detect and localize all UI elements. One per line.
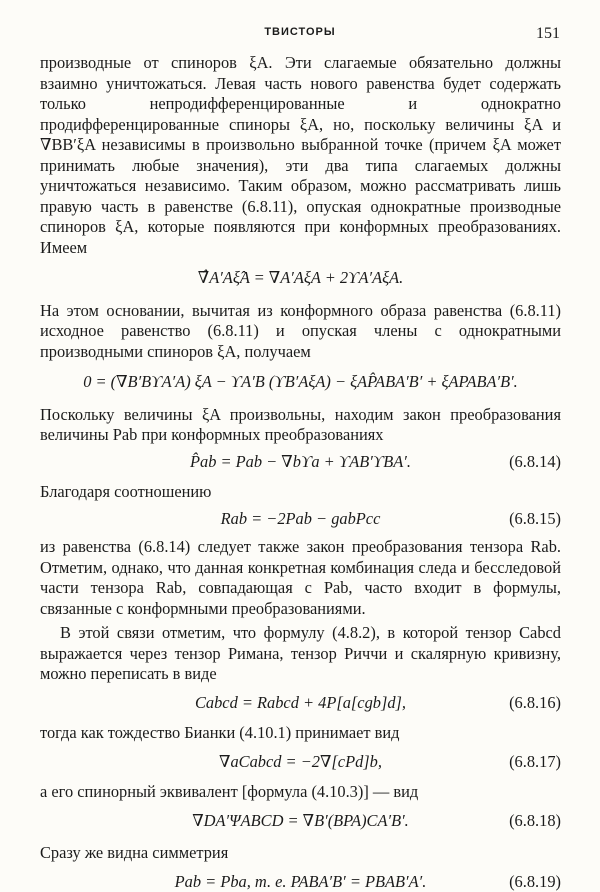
paragraph-3: Поскольку величины ξA произвольны, находим закон преобразования величины Pab при конформных преобразованиях bbox=[40, 405, 561, 446]
equation-body: Cabcd = Rabcd + 4P[a[cgb]d], bbox=[195, 693, 406, 714]
page-body bbox=[40, 53, 561, 892]
paragraph-2: На этом основании, вычитая из конформного образа равенства (6.8.11) исходное равенство (6.8.11) и опуская члены с однократными производными спиноров ξA, получаем bbox=[40, 301, 561, 363]
equation-body: Rab = −2Pab − gabPcc bbox=[221, 509, 381, 530]
equation-6-8-16 bbox=[40, 693, 561, 714]
equation-6-8-18 bbox=[40, 811, 561, 832]
paragraph-1: производные от спиноров ξA. Эти слагаемые обязательно должны взаимно уничтожаться. Левая часть нового равенства будет содержать только непродифференцированные и однократно продифференцированные спиноры ξA, но, поскольку величины ξA и ∇BB′ξA независимы в произвольно выбранной точке (причем ξA может принимать любые значения), эти два типа слагаемых должны уничтожаться независимо. Таким образом, можно рассматривать лишь правую часть в равенстве (6.8.11), опуская однократные производные спиноров ξA, которые появляются при конформных преобразованиях. Имеем bbox=[40, 53, 561, 258]
equation-6-8-14 bbox=[40, 452, 561, 473]
equation-6-8-17 bbox=[40, 752, 561, 773]
equation-number: (6.8.15) bbox=[509, 509, 561, 530]
paragraph-7: тогда как тождество Бианки (4.10.1) принимает вид bbox=[40, 723, 561, 744]
equation-number: (6.8.14) bbox=[509, 452, 561, 473]
equation-body: ∇aCabcd = −2∇[cPd]b, bbox=[219, 752, 382, 773]
equation-number: (6.8.16) bbox=[509, 693, 561, 714]
equation-6-8-15 bbox=[40, 509, 561, 530]
equation-body: ∇̂A′Aξ̂A = ∇A′AξA + 2ϒA′AξA. bbox=[198, 268, 403, 289]
paragraph-8: а его спинорный эквивалент [формула (4.10.3)] — вид bbox=[40, 782, 561, 803]
equation-twistor-derivative bbox=[40, 268, 561, 289]
equation-body: 0 = (∇B′BϒA′A) ξA − ϒA′B (ϒB′AξA) − ξAP̂ABA′B′ + ξAPABA′B′. bbox=[83, 372, 518, 393]
running-title: ТВИСТОРЫ bbox=[0, 26, 600, 38]
equation-number: (6.8.19) bbox=[509, 872, 561, 892]
page-number: 151 bbox=[536, 25, 560, 43]
equation-6-8-19 bbox=[40, 872, 561, 892]
equation-body: Pab = Pba, т. е. PABA′B′ = PBAB′A′. bbox=[175, 872, 427, 892]
paragraph-4: Благодаря соотношению bbox=[40, 482, 561, 503]
page-header bbox=[0, 26, 600, 46]
equation-body: P̂ab = Pab − ∇bϒa + ϒAB′ϒBA′. bbox=[190, 452, 411, 473]
equation-number: (6.8.17) bbox=[509, 752, 561, 773]
equation-body: ∇DA′ΨABCD = ∇B′(BPA)CA′B′. bbox=[192, 811, 409, 832]
equation-number: (6.8.18) bbox=[509, 811, 561, 832]
paragraph-6: В этой связи отметим, что формулу (4.8.2), в которой тензор Cabcd выражается через тензор Римана, тензор Риччи и скалярную кривизну, можно переписать в виде bbox=[40, 623, 561, 685]
paragraph-9: Сразу же видна симметрия bbox=[40, 843, 561, 864]
paragraph-5: из равенства (6.8.14) следует также закон преобразования тензора Rab. Отметим, однако, что данная конкретная комбинация следа и бесследовой части тензора Rab, совпадающая с Pab, часто входит в формулы, связанные с конформными преобразованиями. bbox=[40, 537, 561, 619]
equation-difference bbox=[40, 372, 561, 393]
